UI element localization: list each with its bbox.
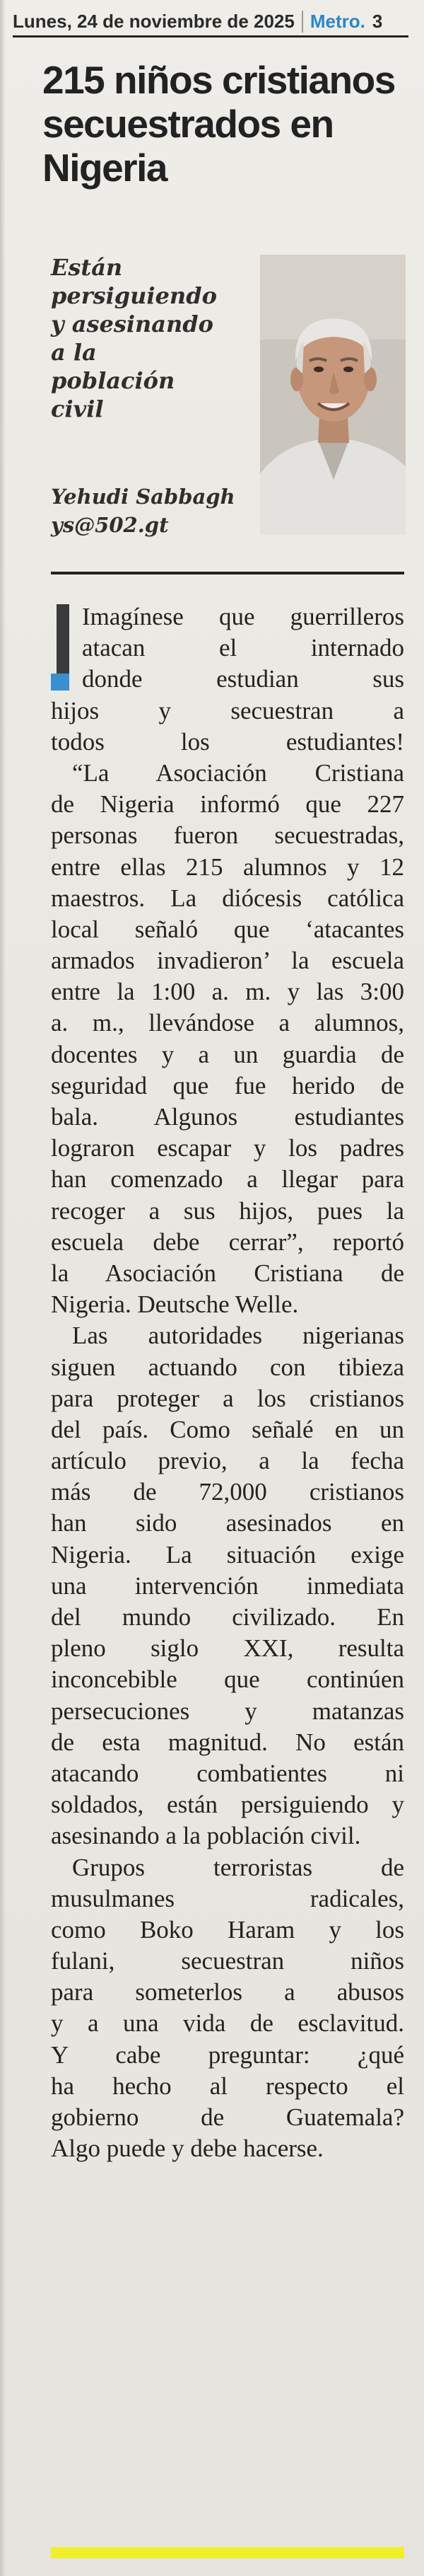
body-line: siguen actuando con tibieza [51, 1353, 404, 1381]
body-line: gobierno de Guatemala? [51, 2103, 404, 2131]
body-line: Grupos terroristas de [72, 1853, 404, 1881]
body-line: Imagínese que guerrilleros [82, 603, 404, 630]
body-line: armados invadieron’ la escuela [51, 947, 404, 975]
subheading-line: Están [51, 254, 123, 281]
body-line: entre la 1:00 a. m. y las 3:00 [51, 978, 404, 1006]
body-line: Algo puede y debe hacerse. [51, 2135, 324, 2163]
body-line: atacan el internado [82, 634, 404, 662]
subheading-line: población [51, 367, 175, 394]
headline-line: Nigeria [42, 146, 167, 190]
body-line: la Asociación Cristiana de [51, 1259, 404, 1287]
body-line: donde estudian sus [82, 665, 404, 693]
body-line: musulmanes radicales, [51, 1884, 404, 1912]
article-subheading [51, 253, 263, 423]
highlight-marker [51, 2547, 404, 2558]
body-line: han comenzado a llegar para [51, 1165, 404, 1194]
body-line: ha hecho al respecto el [51, 2072, 404, 2100]
body-line: para proteger a los cristianos [51, 1384, 404, 1412]
section-name: Metro. [302, 11, 365, 33]
body-line: más de 72,000 cristianos [51, 1478, 404, 1506]
byline [51, 483, 263, 539]
subheading-line: y asesinando [51, 311, 213, 337]
author-email: ys@502.gt [51, 513, 169, 537]
body-line: bala. Algunos estudiantes [51, 1103, 404, 1131]
body-line: de Nigeria informó que 227 [51, 790, 404, 819]
body-line: a. m., llevándose a alumnos, [51, 1009, 404, 1037]
body-line: fulani, secuestran niños [51, 1947, 404, 1975]
publication-date: Lunes, 24 de noviembre de 2025 [13, 10, 295, 32]
body-line: han sido asesinados en [51, 1509, 404, 1537]
author-name: Yehudi Sabbagh [51, 485, 235, 509]
body-line: persecuciones y matanzas [51, 1697, 404, 1725]
body-line: como Boko Haram y los [51, 1915, 404, 1943]
page-number: 3 [372, 10, 383, 32]
body-line: Nigeria. Deutsche Welle. [51, 1290, 299, 1319]
body-line: de esta magnitud. No están [51, 1728, 404, 1756]
author-photo [260, 255, 406, 535]
body-line: hijos y secuestran a [51, 696, 404, 724]
body-line: del país. Como señalé en un [51, 1415, 404, 1443]
article-headline [42, 58, 410, 190]
body-line: escuela debe cerrar”, reportó [51, 1228, 404, 1256]
body-line: recoger a sus hijos, pues la [51, 1196, 404, 1225]
section-divider [51, 572, 404, 574]
body-line: Las autoridades nigerianas [72, 1322, 404, 1350]
body-line: atacando combatientes ni [51, 1759, 404, 1787]
author-portrait-icon [260, 255, 406, 535]
body-line: artículo previo, a la fecha [51, 1447, 404, 1475]
body-line: docentes y a un guardia de [51, 1040, 404, 1068]
body-line: soldados, están persiguiendo y [51, 1791, 404, 1819]
headline-line: secuestrados en [42, 102, 334, 146]
body-line: y a una vida de esclavitud. [51, 2009, 404, 2038]
body-line: seguridad que fue herido de [51, 1071, 404, 1099]
page-fold-shadow [0, 0, 6, 2576]
body-line: inconcebible que continúen [51, 1665, 404, 1694]
body-line: local señaló que ‘atacantes [51, 915, 404, 943]
body-line: maestros. La diócesis católica [51, 884, 404, 912]
subheading-line: a la [51, 339, 97, 366]
body-line: asesinando a la población civil. [51, 1822, 361, 1850]
drop-cap-icon [51, 604, 75, 693]
headline-line: 215 niños cristianos [42, 58, 395, 102]
page-header [13, 7, 408, 37]
article-body [51, 601, 404, 2164]
body-line: Y cabe preguntar: ¿qué [51, 2040, 404, 2069]
body-line: lograron escapar y los padres [51, 1134, 404, 1162]
body-line: Nigeria. La situación exige [51, 1540, 404, 1569]
body-line: “La Asociación Cristiana [72, 758, 404, 787]
body-line: del mundo civilizado. En [51, 1603, 404, 1631]
body-line: una intervención inmediata [51, 1571, 404, 1600]
body-line: todos los estudiantes! [51, 727, 404, 756]
body-line: para someterlos a abusos [51, 1978, 404, 2006]
body-line: personas fueron secuestradas, [51, 821, 404, 850]
body-line: entre ellas 215 alumnos y 12 [51, 853, 404, 881]
subheading-line: persiguiendo [51, 282, 217, 309]
body-line: pleno siglo XXI, resulta [51, 1634, 404, 1663]
subheading-line: civil [51, 395, 104, 422]
